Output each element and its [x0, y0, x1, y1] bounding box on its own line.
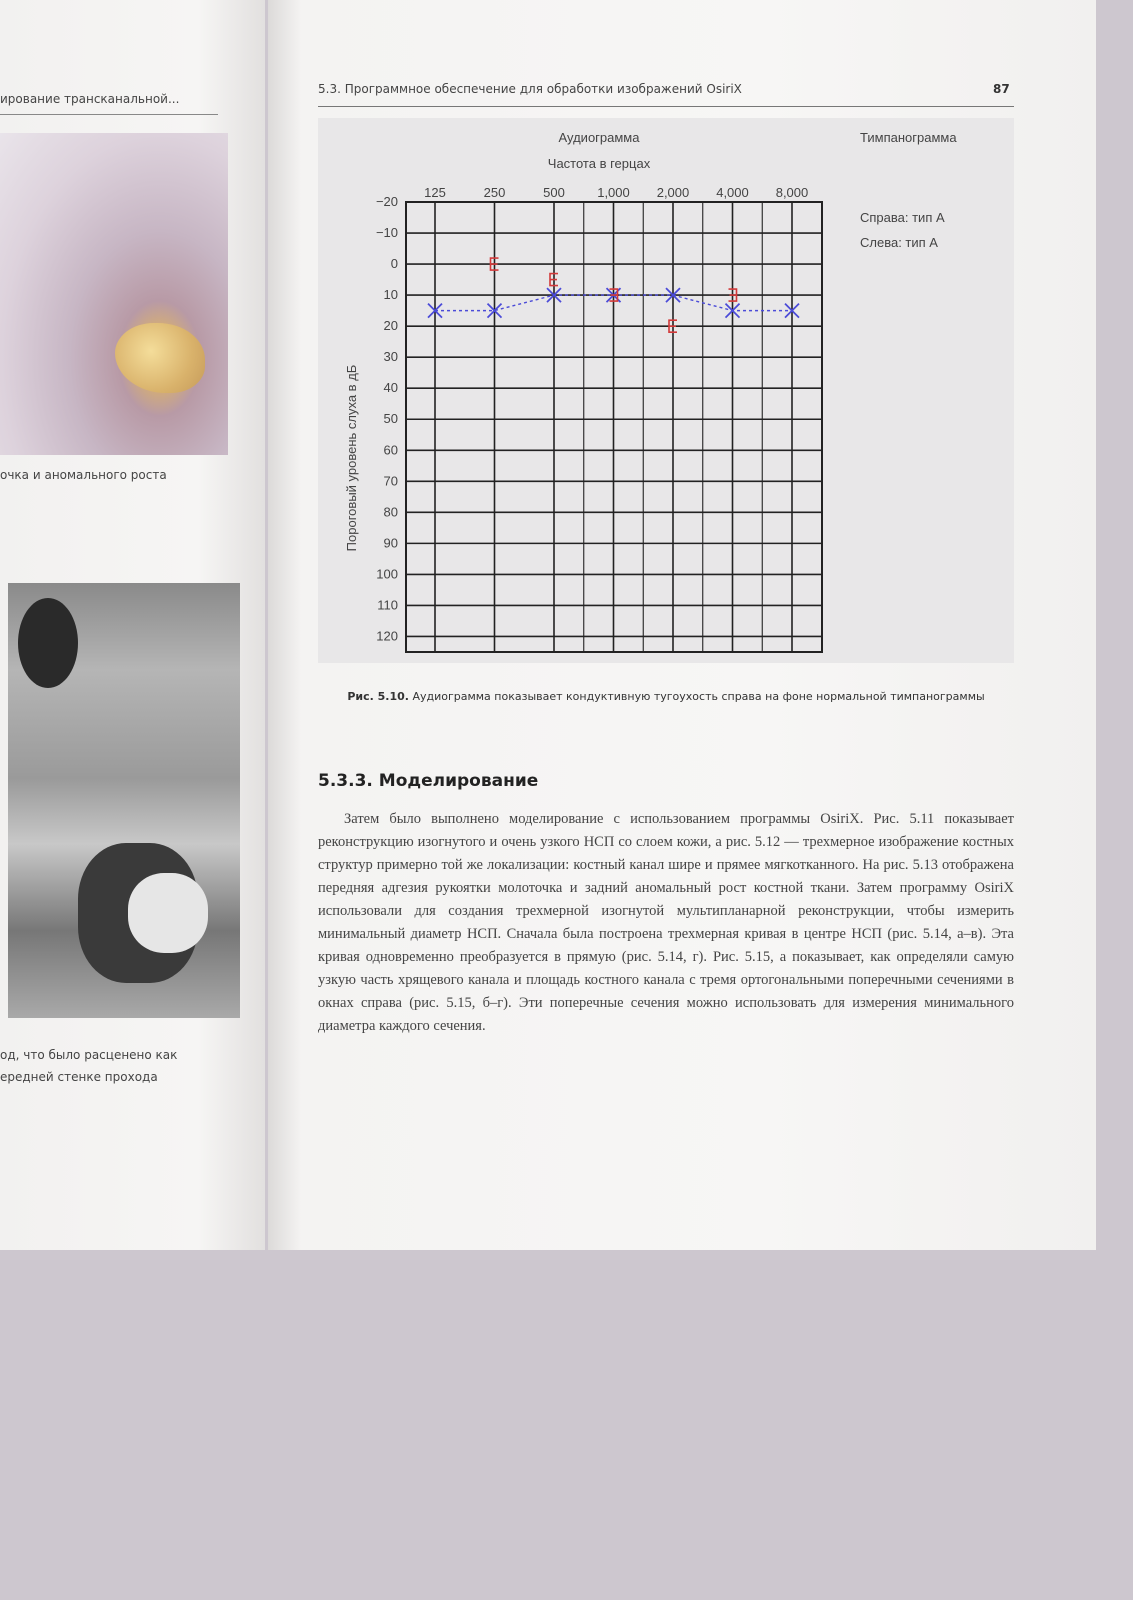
otoscopy-photo [0, 133, 228, 455]
section-title: 5.3.3. Моделирование [318, 771, 539, 791]
figure-caption [318, 688, 1014, 705]
y-tick-label: 70 [383, 473, 398, 489]
page-number: 87 [993, 82, 1010, 96]
x-tick-label: 125 [424, 185, 446, 200]
x-tick-label: 250 [483, 185, 506, 200]
x-tick-label: 4,000 [716, 185, 749, 200]
frequency-axis-label: Частота в герцах [547, 156, 651, 171]
y-tick-label: 50 [383, 411, 398, 427]
tympanogram-title: Тимпанограмма [860, 130, 957, 145]
audiogram-grid [406, 202, 822, 652]
left-header-rule [0, 114, 218, 115]
y-axis-label: Пороговый уровень слуха в дБ [344, 364, 359, 552]
ct-bright-region [128, 873, 208, 953]
y-tick-label: 100 [376, 566, 398, 582]
y-tick-label: 120 [376, 628, 398, 644]
y-tick-label: 80 [383, 504, 398, 520]
x-tick-label: 500 [543, 185, 565, 200]
audiogram-title: Аудиограмма [558, 130, 640, 145]
header-rule [318, 106, 1014, 107]
y-tick-label: 40 [383, 380, 398, 396]
y-tick-label: 10 [383, 287, 398, 303]
body-paragraph: Затем было выполнено моделирование с использованием программы OsiriX. Рис. 5.11 показывает реконструкцию изогнутого и очень узкого НСП со слоем кожи, а рис. 5.12 — трехмерное изображение костных структур примерно той же локализации: костный канал шире и прямее мягкотканного. На рис. 5.13 отображена передняя адгезия рукоятки молоточка и задний аномальный рост костной ткани. Затем программу OsiriX использовали для создания трехмерной изогнутой мультипланарной реконструкции, чтобы измерить минимальный диаметр НСП. Сначала была построена трехмерная кривая в центре НСП (рис. 5.14, а–в). Эта кривая одновременно преобразуется в прямую (рис. 5.14, г). Рис. 5.15, а показывает, как определяли самую узкую часть хрящевого канала и площадь костного канала с тремя ортогональными поперечными сечениями в окнах справа (рис. 5.15, б–г). Эти поперечные сечения можно использовать для измерения минимального диаметра каждого сечения. [318, 811, 1014, 1034]
y-tick-label: −20 [375, 194, 398, 209]
left-caption-bottom-line1: од, что было расценено как [0, 1048, 178, 1062]
tympanogram-right: Справа: тип A [860, 210, 945, 225]
ct-dark-region [18, 598, 78, 688]
running-head: 5.3. Программное обеспечение для обработки изображений OsiriX [318, 82, 742, 96]
y-tick-labels [376, 194, 398, 643]
y-tick-label: −10 [375, 225, 398, 241]
figure-caption-label: Рис. 5.10. [347, 690, 409, 703]
y-tick-label: 0 [390, 256, 398, 272]
x-tick-label: 1,000 [597, 185, 630, 200]
y-tick-label: 20 [383, 318, 398, 334]
y-tick-label: 30 [383, 349, 398, 365]
ct-scan-image [8, 583, 240, 1018]
bone-growth-highlight [115, 323, 205, 393]
figure-caption-text: Аудиограмма показывает кондуктивную тугоухость справа на фоне нормальной тимпанограммы [412, 690, 985, 703]
left-caption-bottom-line2: ередней стенке прохода [0, 1070, 158, 1084]
y-tick-label: 60 [383, 442, 398, 458]
tympanogram-left: Слева: тип A [860, 235, 938, 250]
y-tick-label: 110 [377, 597, 398, 613]
x-tick-label: 2,000 [656, 185, 690, 200]
audiogram-figure [318, 118, 1014, 663]
y-tick-label: 90 [383, 535, 398, 551]
left-caption-top: очка и аномального роста [0, 468, 167, 482]
x-tick-label: 8,000 [775, 185, 809, 200]
left-page [0, 0, 265, 1250]
left-running-head: ирование трансканальной... [0, 92, 180, 106]
x-tick-labels [424, 185, 808, 200]
